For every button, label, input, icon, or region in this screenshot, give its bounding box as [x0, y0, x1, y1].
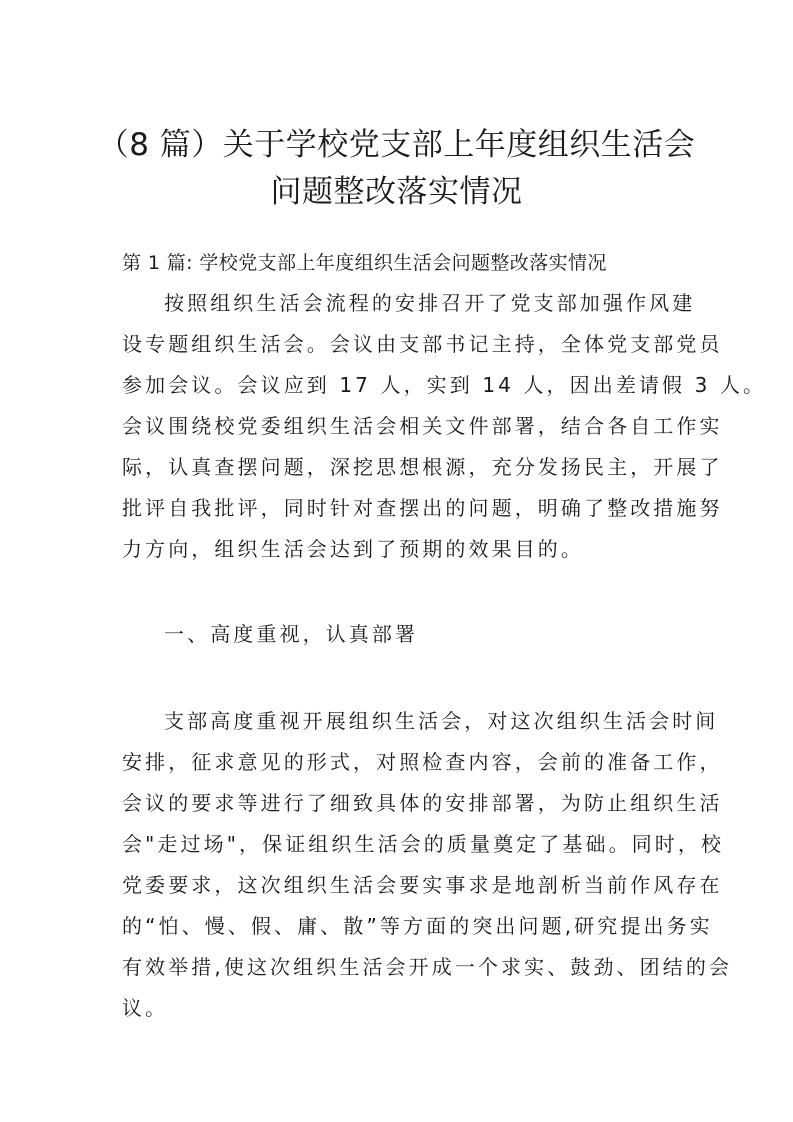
- document-subtitle: 第 1 篇: 学校党支部上年度组织生活会问题整改落实情况: [122, 252, 607, 274]
- paragraph-2-line: 有效举措,使这次组织生活会开成一个求实、鼓劲、团结的会: [122, 955, 733, 979]
- paragraph-2-line: 的“怕、慢、假、庸、散”等方面的突出问题,研究提出务实: [122, 914, 713, 938]
- paragraph-1-line: 力方向，组织生活会达到了预期的效果目的。: [122, 537, 584, 561]
- paragraph-1-line: 按照组织生活会流程的安排召开了党支部加强作风建: [164, 291, 696, 315]
- paragraph-1-line: 设专题组织生活会。会议由支部书记主持，全体党支部党员: [122, 332, 723, 356]
- paragraph-2-line: 议。: [122, 996, 169, 1020]
- paragraph-1-line: 会议围绕校党委组织生活会相关文件部署，结合各自工作实: [122, 414, 723, 438]
- paragraph-1-line: 参加会议。会议应到 17 人，实到 14 人，因出差请假 3 人。: [122, 373, 767, 397]
- paragraph-2-line: 会"走过场"，保证组织生活会的质量奠定了基础。同时，校: [122, 832, 725, 856]
- paragraph-1-line: 际，认真查摆问题，深挖思想根源，充分发扬民主，开展了: [122, 455, 723, 479]
- paragraph-1-line: 批评自我批评，同时针对查摆出的问题，明确了整改措施努: [122, 496, 723, 520]
- paragraph-2-line: 党委要求，这次组织生活会要实事求是地剖析当前作风存在: [122, 873, 723, 897]
- document-title-line-2: 问题整改落实情况: [270, 174, 523, 210]
- paragraph-2-line: 会议的要求等进行了细致具体的安排部署，为防止组织生活: [122, 791, 723, 815]
- document-title-line-1: （8 篇）关于学校党支部上年度组织生活会: [97, 127, 696, 163]
- paragraph-2-line: 支部高度重视开展组织生活会，对这次组织生活会时间: [164, 709, 719, 733]
- section-heading: 一、高度重视，认真部署: [164, 622, 419, 646]
- paragraph-2-line: 安排，征求意见的形式，对照检查内容，会前的准备工作，: [122, 750, 723, 774]
